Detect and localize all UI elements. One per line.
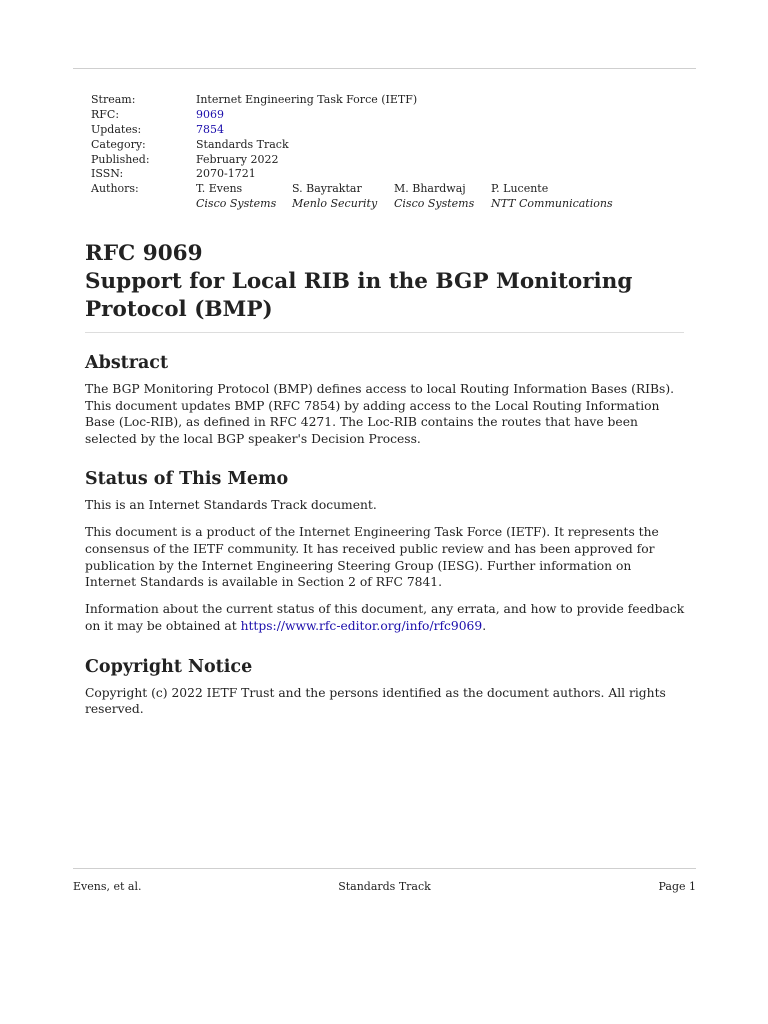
meta-issn-label: ISSN: xyxy=(91,167,124,181)
document-title: Support for Local RIB in the BGP Monitoring Protocol (BMP) xyxy=(85,269,633,322)
author-name: T. Evens xyxy=(196,182,243,196)
document-body xyxy=(85,240,685,728)
rfc-number-title: RFC 9069 xyxy=(85,241,203,266)
meta-published-value: February 2022 xyxy=(196,152,279,166)
meta-published-label: Published: xyxy=(91,152,150,166)
status-paragraph-1: This is an Internet Standards Track document. xyxy=(85,498,377,513)
status-paragraph-2: This document is a product of the Internet Engineering Task Force (IETF). It represents the consensus of the IETF community. It has received public review and has been approved for publication by the Internet Engineering Steering Group (IESG). Further information on Internet Standards is available in Section 2 of RFC 7841. xyxy=(85,525,659,590)
footer-page-number: Page 1 xyxy=(658,880,696,893)
footer-category: Standards Track xyxy=(338,880,431,893)
author-name: M. Bhardwaj xyxy=(394,182,466,196)
author-affiliation: Cisco Systems xyxy=(196,197,277,211)
title-divider xyxy=(85,332,684,333)
author-affiliation: NTT Communications xyxy=(491,197,613,211)
copyright-heading: Copyright Notice xyxy=(85,656,253,677)
footer-rule xyxy=(73,868,696,869)
meta-category-value: Standards Track xyxy=(196,137,289,151)
author-name: P. Lucente xyxy=(491,182,549,196)
meta-issn-value: 2070-1721 xyxy=(196,167,256,181)
status-heading: Status of This Memo xyxy=(85,469,289,490)
meta-stream-label: Stream: xyxy=(91,93,136,106)
author-1 xyxy=(196,182,276,212)
rfc-editor-link[interactable]: https://www.rfc-editor.org/info/rfc9069 xyxy=(240,618,483,633)
author-affiliation: Cisco Systems xyxy=(394,197,475,211)
meta-rfc-link[interactable]: 9069 xyxy=(196,107,224,121)
page-title xyxy=(85,240,685,324)
meta-stream-value: Internet Engineering Task Force (IETF) xyxy=(196,93,418,106)
meta-category-label: Category: xyxy=(91,137,146,151)
status-paragraph-3-text: Information about the current status of this document, any errata, and how to provide feedback on it may be obtained at xyxy=(85,602,685,633)
footer-authors: Evens, et al. xyxy=(73,880,142,893)
meta-updates-label: Updates: xyxy=(91,122,142,136)
author-3 xyxy=(394,182,474,212)
top-rule xyxy=(73,68,696,69)
abstract-text: The BGP Monitoring Protocol (BMP) defines access to local Routing Information Bases (RIBs). This document updates BMP (RFC 7854) by adding access to the Local Routing Information Base (Loc-RIB), as defined in RFC 4271. The Loc-RIB contains the routes that have been selected by the local BGP speaker's Decision Process. xyxy=(85,382,675,446)
status-paragraph-3 xyxy=(85,601,685,634)
author-2 xyxy=(292,182,377,212)
abstract-heading: Abstract xyxy=(85,353,169,373)
author-4 xyxy=(491,182,613,212)
meta-updates-link[interactable]: 7854 xyxy=(196,122,224,136)
status-paragraph-3-end: . xyxy=(482,618,487,633)
meta-rfc-label: RFC: xyxy=(91,107,120,121)
meta-authors-label: Authors: xyxy=(91,182,139,196)
copyright-text: Copyright (c) 2022 IETF Trust and the persons identified as the document authors. All rights reserved. xyxy=(85,685,666,717)
author-name: S. Bayraktar xyxy=(292,182,362,196)
author-affiliation: Menlo Security xyxy=(292,197,378,211)
